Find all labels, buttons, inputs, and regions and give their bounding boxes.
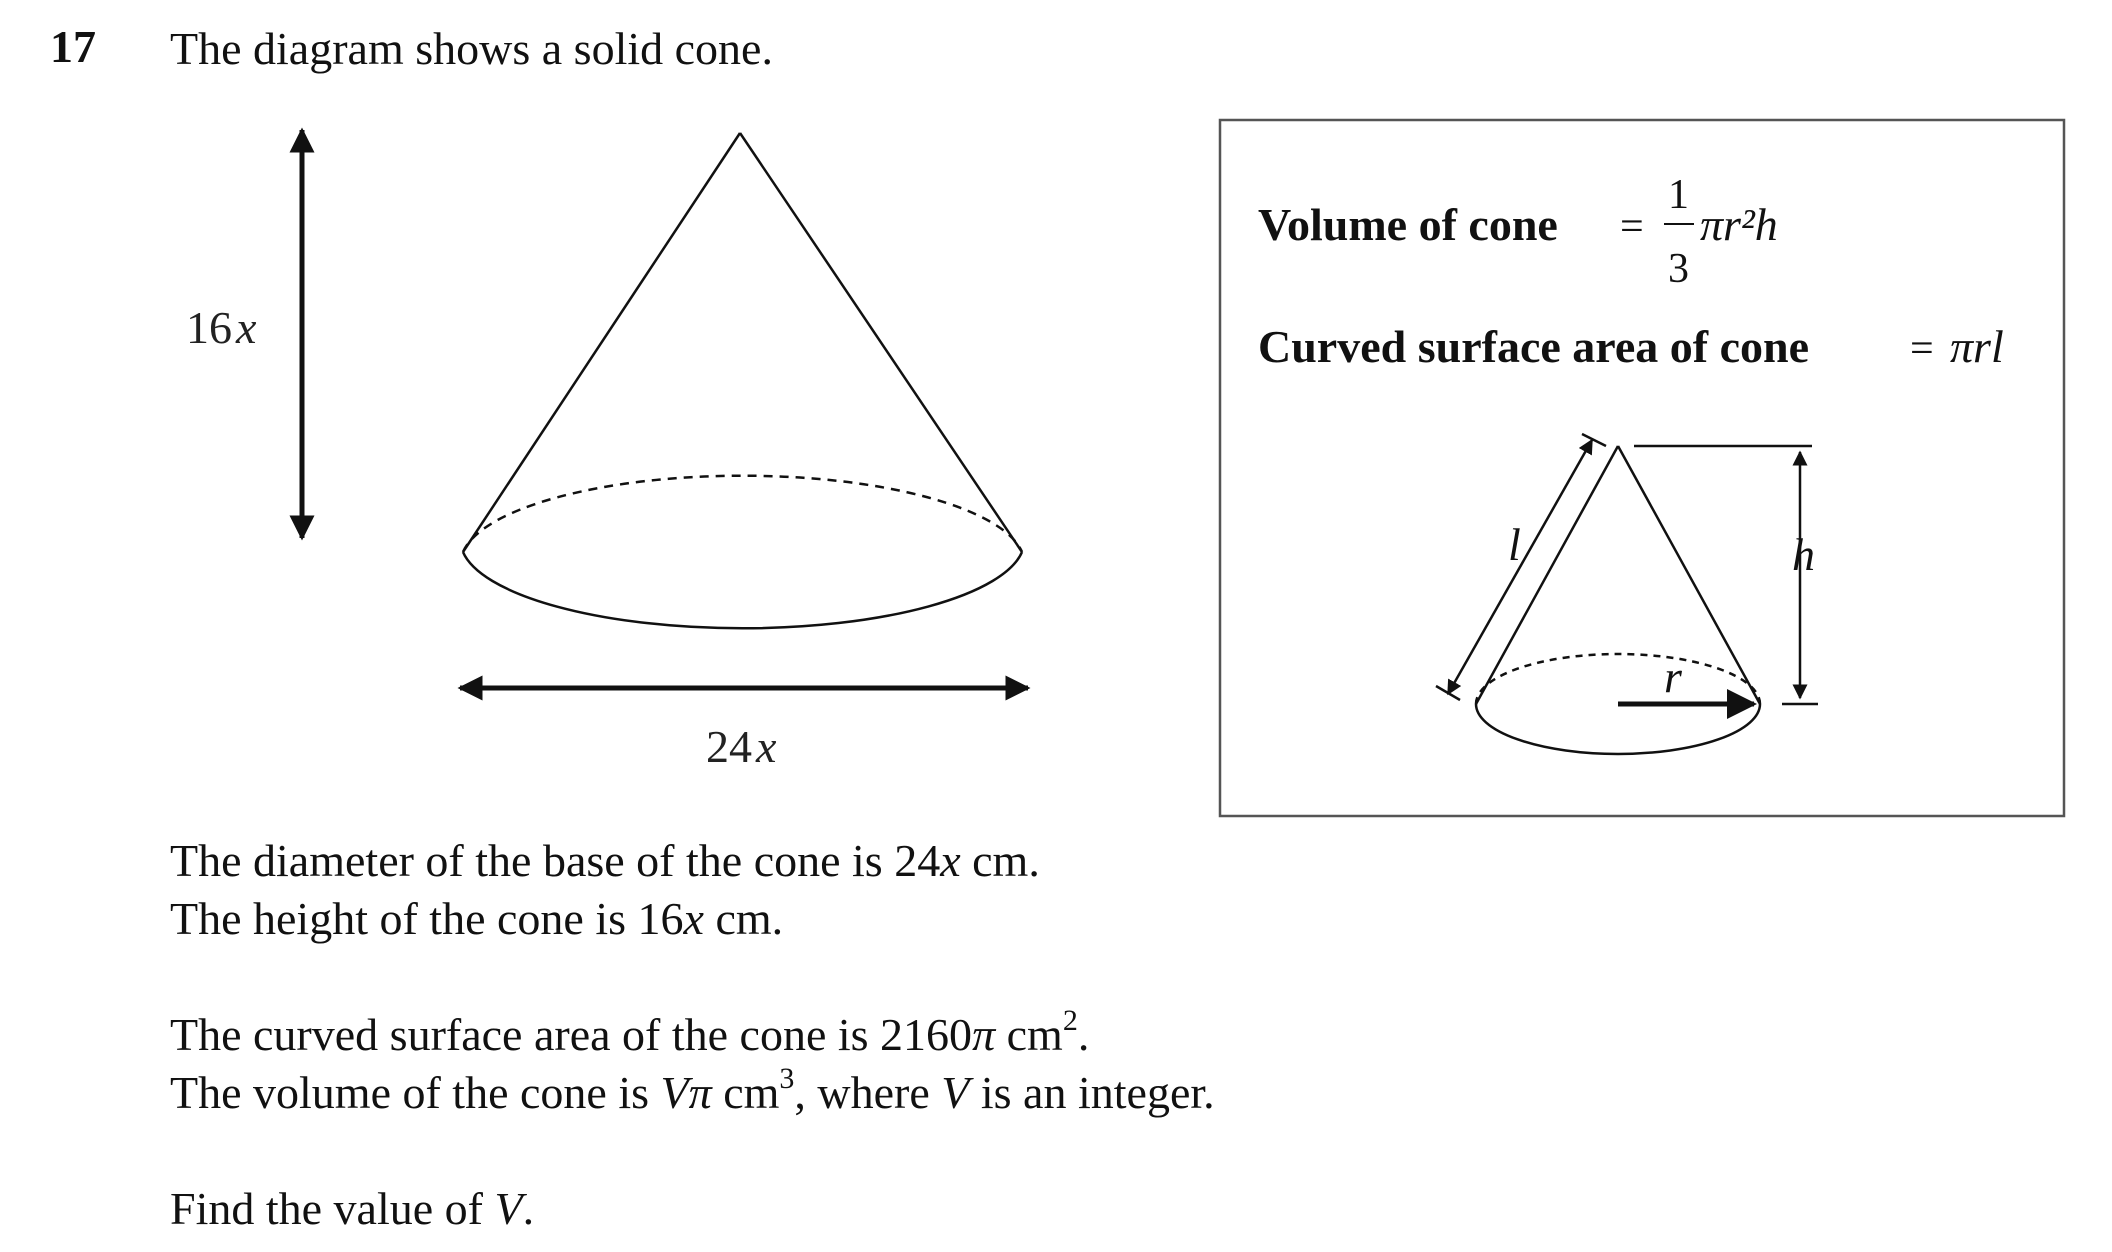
csa-statement <box>170 1004 1090 1060</box>
height-statement <box>170 893 784 944</box>
csa-period: . <box>1077 1009 1090 1060</box>
diameter-unit: cm. <box>960 835 1040 886</box>
height-unit: cm. <box>703 893 784 944</box>
slant-label: l <box>1508 519 1521 570</box>
diameter-label: 24x <box>706 721 777 772</box>
volume-integer-text: is an integer. <box>969 1067 1215 1118</box>
csa-expression: πrl <box>1950 321 2004 372</box>
csa-unit: cm <box>995 1009 1063 1060</box>
csa-equals: = <box>1910 326 1934 372</box>
small-height-label: h <box>1792 529 1815 580</box>
volume-text: The volume of the cone is <box>170 1067 661 1118</box>
volume-unit: cm <box>711 1067 780 1118</box>
csa-text: The curved surface area of the cone is 2160 <box>170 1009 973 1060</box>
volume-equals: = <box>1620 204 1644 250</box>
find-var: V <box>494 1183 523 1234</box>
csa-pi: π <box>972 1009 996 1060</box>
question-intro: The diagram shows a solid cone. <box>170 23 773 74</box>
question-number: 17 <box>50 21 96 72</box>
diameter-statement <box>170 835 1040 886</box>
height-label: 16x <box>186 302 257 353</box>
volume-var: Vπ <box>660 1067 712 1118</box>
fraction-denominator: 3 <box>1668 246 1689 292</box>
volume-where: , where <box>794 1067 942 1118</box>
find-text: Find the value of <box>170 1183 495 1234</box>
main-cone <box>463 133 1022 628</box>
radius-label: r <box>1664 651 1682 702</box>
find-period: . <box>522 1183 535 1234</box>
volume-var-v: V <box>941 1067 970 1118</box>
volume-exponent: 3 <box>779 1062 795 1095</box>
volume-formula-label: Volume of cone <box>1258 199 1558 250</box>
height-text: The height of the cone is 16 <box>170 893 684 944</box>
diameter-var: x <box>940 835 961 886</box>
csa-exponent: 2 <box>1062 1004 1078 1037</box>
height-var: x <box>683 893 704 944</box>
volume-expression: πr²h <box>1700 199 1778 250</box>
fraction-numerator: 1 <box>1668 172 1689 218</box>
volume-statement <box>170 1062 1215 1118</box>
csa-formula-label: Curved surface area of cone <box>1258 321 1810 372</box>
find-statement <box>170 1183 535 1234</box>
diameter-text: The diameter of the base of the cone is 24 <box>170 835 941 886</box>
